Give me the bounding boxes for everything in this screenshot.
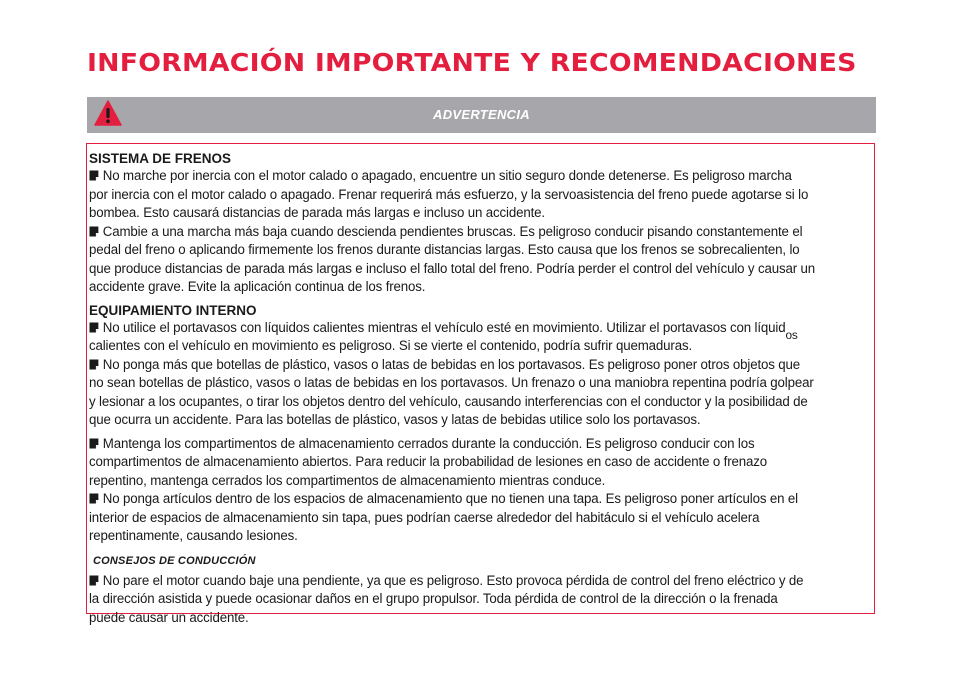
text-line: Mantenga los compartimentos de almacenamiento cerrados durante la conducción. Es peligroso conducir con los [102, 435, 755, 451]
text-line: No utilice el portavasos con líquidos calientes mientras el vehículo esté en movimiento. Utilizar el portavasos con líquid [102, 319, 786, 335]
section-title-interior: EQUIPAMIENTO INTERNO [89, 302, 257, 318]
text-line: que ocurra un accidente. Para las botellas de plástico, vasos y latas de bebidas utilice solo los portavasos. [89, 412, 701, 427]
text-line: No pare el motor cuando baje una pendiente, ya que es peligroso. Esto provoca pérdida de control del freno eléctrico y de [102, 572, 804, 588]
paragraph [89, 490, 867, 546]
checkbox-bullet-icon [89, 575, 99, 586]
text-line: la dirección asistida y puede ocasionar daños en el grupo propulsor. Toda pérdida de control de la dirección o la frenada [89, 591, 778, 606]
text-line: repentinamente, causando lesiones. [89, 528, 298, 543]
text-line: y lesionar a los ocupantes, o tirar los objetos dentro del vehículo, causando interferencias con el conductor y la posibilidad de [89, 393, 808, 409]
checkbox-bullet-icon [89, 493, 99, 504]
section-title-driving: CONSEJOS DE CONDUCCIÓN [93, 554, 256, 567]
paragraph [89, 319, 867, 356]
checkbox-bullet-icon [89, 322, 99, 333]
text-line: no sean botellas de plástico, vasos o latas de bebidas en los portavasos. Un frenazo o una maniobra repentina podría golpear [89, 375, 814, 390]
text-line: No ponga artículos dentro de los espacios de almacenamiento que no tienen una tapa. Es peligroso poner artículos en el [102, 491, 798, 506]
text-line: bombea. Esto causará distancias de parada más largas e incluso un accidente. [89, 205, 545, 220]
warning-label: ADVERTENCIA [433, 107, 530, 122]
checkbox-bullet-icon [89, 438, 99, 449]
text-line: por inercia con el motor calado o apagado. Frenar requerirá más esfuerzo, y la servoasistencia del freno puede agotarse si lo [89, 186, 809, 202]
paragraph [89, 356, 867, 430]
text-line: interior de espacios de almacenamiento sin tapa, pues podrían caerse alrededor del habitáculo si el vehículo acelera [89, 509, 760, 525]
text-line: Cambie a una marcha más baja cuando descienda pendientes bruscas. Es peligroso conducir pisando constantemente el [102, 223, 803, 239]
text-line: calientes con el vehículo en movimiento es peligroso. Si se vierte el contenido, podría sufrir quemaduras. [89, 338, 693, 353]
paragraph [89, 167, 867, 223]
text-line: repentino, mantenga cerrados los compartimentos de almacenamiento mientras conduce. [89, 472, 606, 488]
checkbox-bullet-icon [89, 359, 99, 370]
text-fragment: os [785, 327, 798, 342]
paragraph [89, 223, 867, 297]
page-title: INFORMACIÓN IMPORTANTE Y RECOMENDACIONES [87, 48, 857, 77]
text-line: puede causar un accidente. [89, 609, 249, 625]
paragraph [89, 435, 867, 491]
section-title-brakes: SISTEMA DE FRENOS [89, 151, 232, 166]
text-line: No ponga más que botellas de plástico, vasos o latas de bebidas en los portavasos. Es peligroso poner otros objetos que [102, 356, 801, 372]
warning-header-bar [87, 97, 876, 133]
text-line: pedal del freno o aplicando firmemente los frenos durante distancias largas. Esto causa que los frenos se sobrecalienten, lo [89, 242, 800, 257]
text-line: No marche por inercia con el motor calado o apagado, encuentre un sitio seguro donde detenerse. Es peligroso marcha [102, 168, 792, 183]
text-line: accidente grave. Evite la aplicación continua de los frenos. [89, 279, 426, 294]
checkbox-bullet-icon [89, 226, 99, 237]
text-line: que produce distancias de parada más largas e incluso el fallo total del freno. Podría perder el control del vehículo y causar un [89, 260, 816, 276]
warning-content [89, 150, 879, 627]
text-line: compartimentos de almacenamiento abiertos. Para reducir la probabilidad de lesiones en caso de accidente o frenazo [89, 454, 768, 469]
checkbox-bullet-icon [89, 170, 99, 181]
paragraph [89, 572, 867, 628]
